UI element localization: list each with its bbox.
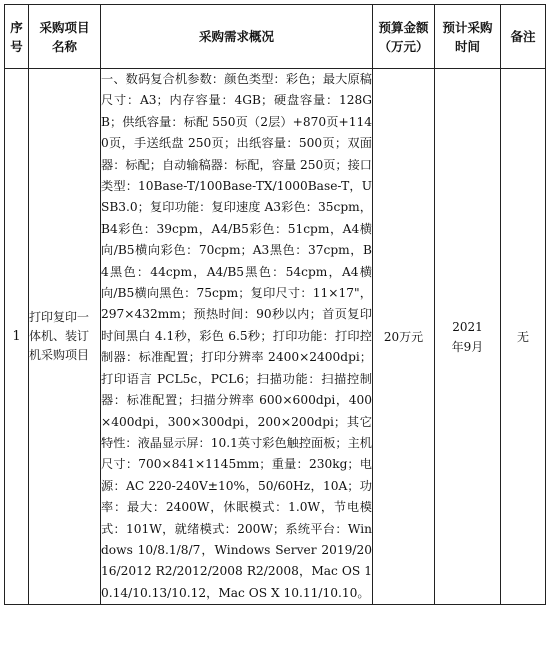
row-time: 2021年9月 <box>435 69 501 605</box>
row-remark: 无 <box>501 69 546 605</box>
table-row <box>5 69 546 605</box>
procurement-table <box>4 4 546 605</box>
header-seq: 序号 <box>5 5 29 69</box>
header-project-name: 采购项目名称 <box>29 5 101 69</box>
row-requirements: 一、数码复合机参数：颜色类型：彩色；最大原稿尺寸：A3；内存容量：4GB；硬盘容量：128GB；供纸容量：标配 550页（2层）+870页+1140页，手送纸盘 250页；出纸容量：500页；双面器：标配；自动输稿器：标配，容量 250页；接口类型：10Base-T/100Base-TX/1000Base-T，USB3.0；复印功能：复印速度 A3彩色：35cpm，B4彩色：39cpm，A4/B5彩色：51cpm，A4横向/B5横向彩色：70cpm；A3黑色：37cpm，B4黑色：44cpm，A4/B5黑色：54cpm，A4横向/B5横向黑色：75cpm；复印尺寸：11×17"，297×432mm；预热时间：90秒以内；首页复印时间黑白 4.1秒，彩色 6.5秒；打印功能：打印控制器：标准配置；打印分辨率 2400×2400dpi；打印语言 PCL5c，PCL6；扫描功能：扫描控制器：标准配置；扫描分辨率 600×600dpi，400×400dpi，300×300dpi，200×200dpi；其它特性：液晶显示屏：10.1英寸彩色触控面板；主机尺寸：700×841×1145mm；重量：230kg；电源：AC 220-240V±10%，50/60Hz，10A；功率：最大：2400W，休眠模式：1.0W，节电模式：101W，就绪模式：200W；系统平台：Windows 10/8.1/8/7，Windows Server 2019/2016/2012 R2/2012/2008 R2/2008，Mac OS 10.14/10.13/10.12，Mac OS X 10.11/10.10。 <box>101 69 373 605</box>
row-seq: 1 <box>5 69 29 605</box>
header-budget: 预算金额（万元） <box>373 5 435 69</box>
row-budget: 20万元 <box>373 69 435 605</box>
header-requirements: 采购需求概况 <box>101 5 373 69</box>
row-project-name: 打印复印一体机、装订机采购项目 <box>29 69 101 605</box>
header-row <box>5 5 546 69</box>
header-remark: 备注 <box>501 5 546 69</box>
header-time: 预计采购时间 <box>435 5 501 69</box>
